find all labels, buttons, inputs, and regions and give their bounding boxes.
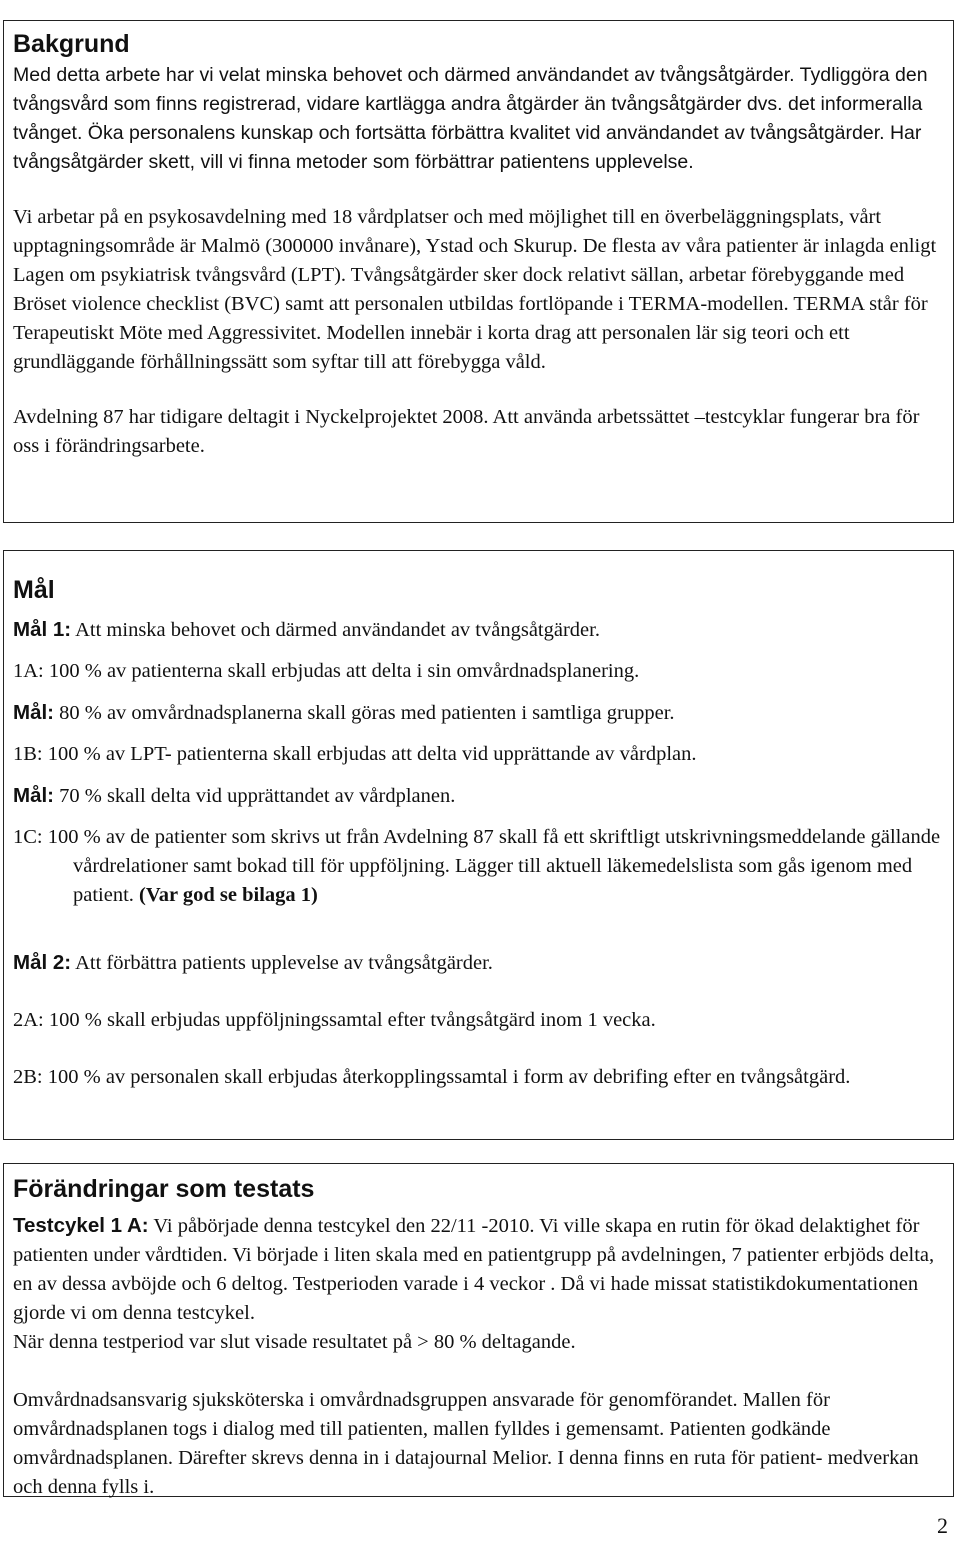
mal-2a: 2A: 100 % skall erbjudas uppföljningssamtal efter tvångsåtgärd inom 1 vecka. bbox=[13, 1009, 656, 1031]
mal-2b: 2B: 100 % av personalen skall erbjudas återkopplingssamtal i form av debrifing efter en tvångsåtgärd. bbox=[13, 1066, 851, 1088]
mal-1c bbox=[13, 823, 944, 910]
mal-1b-goal bbox=[13, 781, 944, 811]
section-forandringar bbox=[3, 1163, 954, 1497]
heading-bakgrund: Bakgrund bbox=[13, 30, 130, 58]
mal-1c-bilaga: (Var god se bilaga 1) bbox=[139, 884, 318, 906]
bakgrund-paragraph-3: Avdelning 87 har tidigare deltagit i Nyckelprojektet 2008. Att använda arbetssättet –testcyklar fungerar bra för oss i förändringsarbete. bbox=[13, 406, 920, 457]
mal-2-label: Mål 2: bbox=[13, 951, 72, 974]
page-number: 2 bbox=[937, 1513, 948, 1538]
mal-1b-goal-text: 70 % skall delta vid upprättandet av vårdplanen. bbox=[54, 785, 456, 807]
mal-1 bbox=[13, 615, 944, 645]
bakgrund-paragraph-1: Med detta arbete har vi velat minska behovet och därmed användandet av tvångsåtgärder. Tydliggöra den tvångsvård som finns registrerad, vidare kartlägga andra åtgärder än tvångsåtgärder dvs. det informeralla tvånget. Öka personalens kunskap och fortsätta förbättra kvalitet vid användandet av tvångsåtgärder. Har tvångsåtgärder skett, vill vi finna metoder som förbättrar patientens upplevelse. bbox=[13, 64, 928, 173]
bakgrund-paragraph-2: Vi arbetar på en psykosavdelning med 18 vårdplatser och med möjlighet till en överbeläggningsplats, vårt upptagningsområde är Malmö (300000 invånare), Ystad och Skurup. De flesta av våra patienter är inlagda enligt Lagen om psykiatrisk tvångsvård (LPT). Tvångsåtgärder sker dock relativt sällan, arbetar förebyggande med Bröset violence checklist (BVC) samt att personalen utbildas fortlöpande i TERMA-modellen. TERMA står för Terapeutiskt Möte med Aggressivitet. Modellen innebär i korta drag att personalen lär sig teori och ett grundläggande förhållningssätt som syftar till att förebygga våld. bbox=[13, 206, 937, 373]
mal-2 bbox=[13, 948, 944, 978]
mal-1a-goal bbox=[13, 698, 944, 728]
mal-1b-goal-label: Mål: bbox=[13, 784, 54, 807]
testcykel-result: När denna testperiod var slut visade resultatet på > 80 % deltagande. bbox=[13, 1331, 576, 1353]
mal-1c-text: 1C: 100 % av de patienter som skrivs ut från Avdelning 87 skall få ett skriftligt utskrivningsmeddelande gällande vårdrelationer samt bokad till för uppföljning. Lägger till aktuell läkemedelslista som gås igenom med patient. bbox=[13, 826, 941, 906]
testcykel-1a-label: Testcykel 1 A: bbox=[13, 1214, 149, 1237]
heading-mal: Mål bbox=[13, 576, 55, 604]
mal-1b: 1B: 100 % av LPT- patienterna skall erbjudas att delta vid upprättande av vårdplan. bbox=[13, 743, 697, 765]
mal-1a-goal-text: 80 % av omvårdnadsplanerna skall göras med patienten i samtliga grupper. bbox=[54, 702, 675, 724]
mal-1-label: Mål 1: bbox=[13, 618, 72, 641]
section-bakgrund bbox=[3, 20, 954, 523]
mal-1-text: Att minska behovet och därmed användandet av tvångsåtgärder. bbox=[71, 619, 600, 641]
testcykel-1a-text: Vi påbörjade denna testcykel den 22/11 -2010. Vi ville skapa en rutin för ökad delaktighet för patienten under vårdtiden. Vi började i liten skala med en patientgrupp på avdelningen, 7 patienter erbjöds delta, en av dessa avböjde och 6 deltog. Testperioden varade i 4 veckor . Då vi hade missat statistikdokumentationen gjorde vi om denna testcykel. bbox=[13, 1215, 935, 1324]
testcykel-1a bbox=[13, 1211, 944, 1328]
mal-1a: 1A: 100 % av patienterna skall erbjudas att delta i sin omvårdnadsplanering. bbox=[13, 660, 640, 682]
heading-forandringar: Förändringar som testats bbox=[13, 1175, 315, 1203]
section-mal bbox=[3, 550, 954, 1140]
mal-1a-goal-label: Mål: bbox=[13, 701, 54, 724]
mal-2-text: Att förbättra patients upplevelse av tvångsåtgärder. bbox=[71, 952, 493, 974]
forandringar-paragraph-2: Omvårdnadsansvarig sjuksköterska i omvårdnadsgruppen ansvarade för genomförandet. Mallen för omvårdnadsplanen togs i dialog med till patienten, mallen fylldes i gemensamt. Patienten godkände omvårdnadsplanen. Därefter skrevs denna in i datajournal Melior. I denna finns en ruta för patient- medverkan och denna fylls i. bbox=[13, 1389, 919, 1498]
